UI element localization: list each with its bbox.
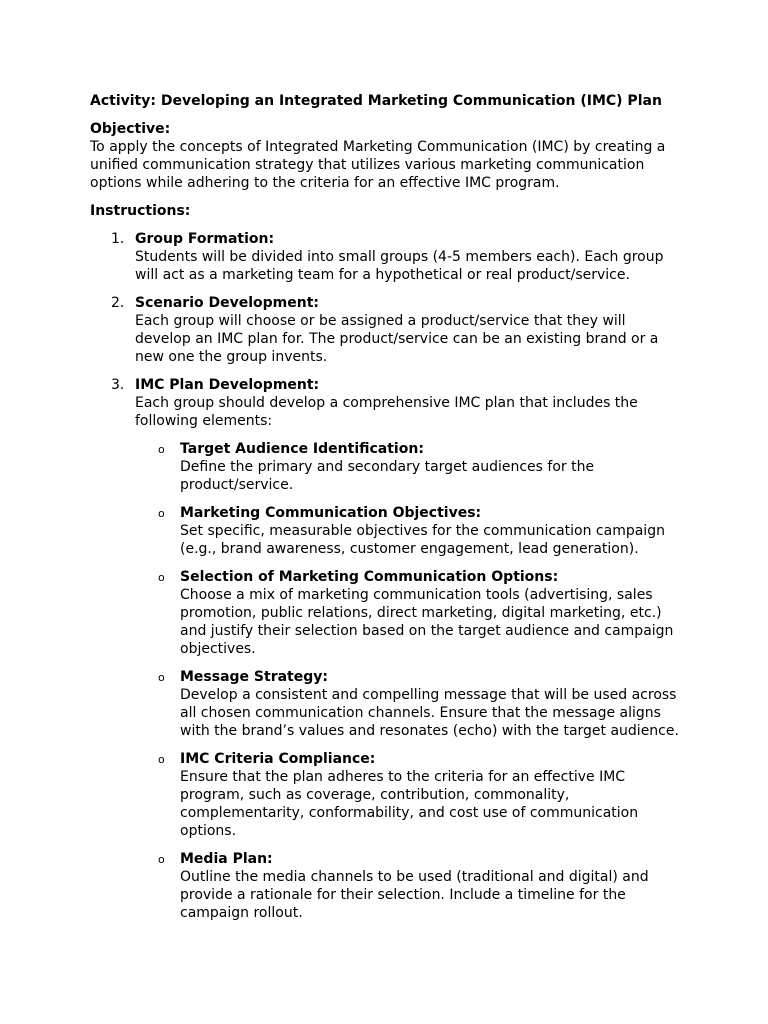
- step-number: 3.: [111, 377, 125, 393]
- plan-element-text: Outline the media channels to be used (traditional and digital) and provide a rationale for their selection. Include a timeline for the campaign rollout.: [180, 869, 649, 921]
- bullet-icon: o: [158, 507, 165, 520]
- bullet-icon: o: [158, 571, 165, 584]
- bullet-icon: o: [158, 671, 165, 684]
- step-title: Scenario Development:: [135, 295, 320, 311]
- plan-element-item: [135, 440, 680, 494]
- document-title: Activity: Developing an Integrated Marketing Communication (IMC) Plan: [90, 93, 662, 109]
- plan-elements-list: [135, 440, 680, 922]
- plan-element-text: Develop a consistent and compelling message that will be used across all chosen communication channels. Ensure that the message aligns with the brand’s values and resonates (echo) with the target audience.: [180, 687, 679, 739]
- step-text: Each group will choose or be assigned a product/service that they will develop an IMC plan for. The product/service can be an existing brand or a new one the group invents.: [135, 313, 659, 365]
- instructions-heading: Instructions:: [90, 203, 191, 219]
- document-body: [90, 92, 680, 932]
- instruction-step: [90, 376, 680, 922]
- instruction-step: [90, 230, 680, 284]
- plan-element-item: [135, 750, 680, 840]
- plan-element-title: Media Plan:: [180, 851, 273, 867]
- plan-element-item: [135, 568, 680, 658]
- plan-element-title: IMC Criteria Compliance:: [180, 751, 376, 767]
- step-title: Group Formation:: [135, 231, 275, 247]
- plan-element-title: Message Strategy:: [180, 669, 328, 685]
- step-number: 2.: [111, 295, 125, 311]
- instructions-list: [90, 230, 680, 922]
- bullet-icon: o: [158, 853, 165, 866]
- step-title: IMC Plan Development:: [135, 377, 320, 393]
- plan-element-text: Choose a mix of marketing communication tools (advertising, sales promotion, public relations, direct marketing, digital marketing, etc.) and justify their selection based on the target audience and campaign objectives.: [180, 587, 674, 657]
- objective-heading: Objective:: [90, 121, 171, 137]
- instruction-step: [90, 294, 680, 366]
- plan-element-item: [135, 668, 680, 740]
- bullet-icon: o: [158, 443, 165, 456]
- plan-element-text: Set specific, measurable objectives for the communication campaign (e.g., brand awareness, customer engagement, lead generation).: [180, 523, 665, 557]
- objective-text: To apply the concepts of Integrated Marketing Communication (IMC) by creating a unified communication strategy that utilizes various marketing communication options while adhering to the criteria for an effective IMC program.: [90, 139, 666, 191]
- plan-element-title: Target Audience Identification:: [180, 441, 424, 457]
- plan-element-item: [135, 504, 680, 558]
- plan-element-item: [135, 850, 680, 922]
- step-text: Students will be divided into small groups (4-5 members each). Each group will act as a marketing team for a hypothetical or real product/service.: [135, 249, 664, 283]
- step-text: Each group should develop a comprehensive IMC plan that includes the following elements:: [135, 395, 638, 429]
- step-number: 1.: [111, 231, 125, 247]
- plan-element-title: Selection of Marketing Communication Options:: [180, 569, 559, 585]
- plan-element-text: Ensure that the plan adheres to the criteria for an effective IMC program, such as coverage, contribution, commonality, complementarity, conformability, and cost use of communication options.: [180, 769, 639, 839]
- bullet-icon: o: [158, 753, 165, 766]
- plan-element-text: Define the primary and secondary target audiences for the product/service.: [180, 459, 595, 493]
- plan-element-title: Marketing Communication Objectives:: [180, 505, 482, 521]
